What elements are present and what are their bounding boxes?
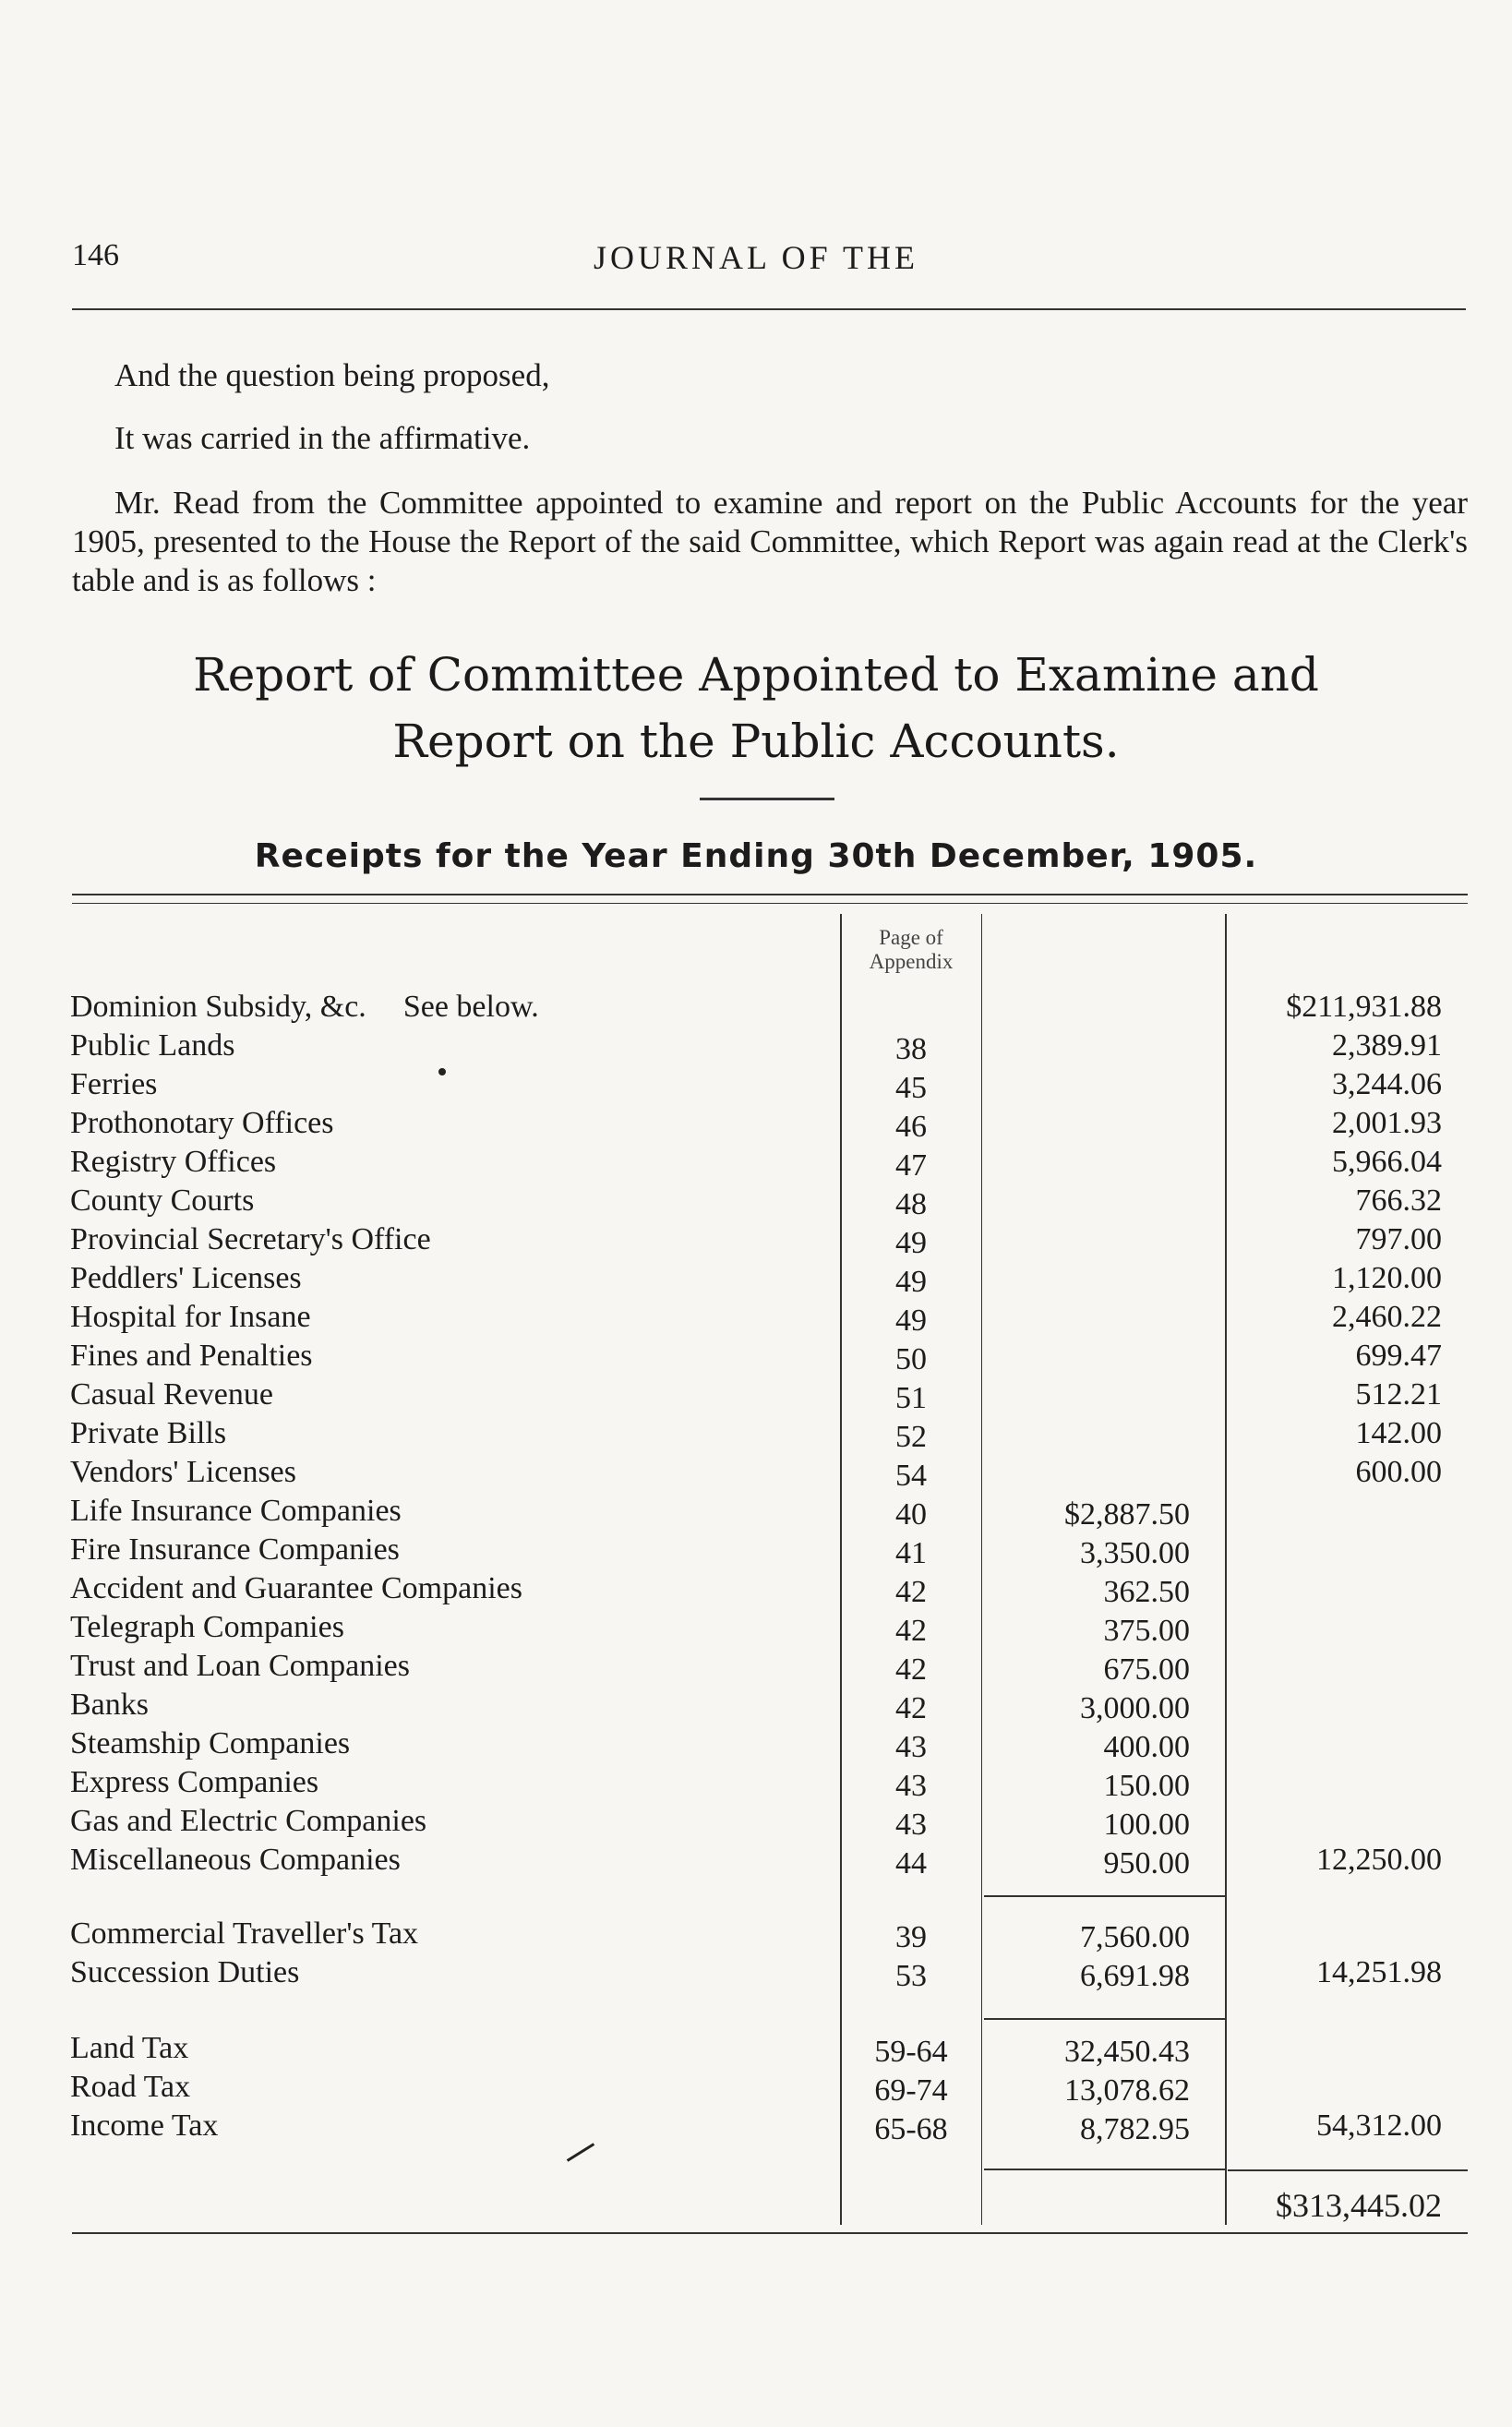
row-label <box>70 1726 387 1761</box>
row-subamount: 7,560.00 <box>1080 1920 1190 1954</box>
table-row <box>0 1955 1512 1994</box>
row-amount: 5,966.04 <box>1332 1145 1442 1179</box>
row-subamount: 400.00 <box>1103 1730 1190 1764</box>
row-label <box>70 1494 438 1529</box>
row-label-text: Fines and Penalties <box>70 1339 313 1373</box>
paragraph-question: And the question being proposed, <box>114 357 550 393</box>
row-label <box>70 1804 463 1839</box>
row-label <box>70 1843 438 1878</box>
row-label <box>70 1339 350 1374</box>
col-head-line-1: Page of <box>879 926 943 949</box>
row-subamount: 950.00 <box>1103 1846 1190 1880</box>
row-page: 42 <box>895 1691 927 1725</box>
row-page: 42 <box>895 1575 927 1609</box>
row-page: 47 <box>895 1148 927 1183</box>
row-page: 41 <box>895 1536 927 1570</box>
row-subamount: 6,691.98 <box>1080 1959 1190 1993</box>
row-subamount: 375.00 <box>1103 1614 1190 1648</box>
row-page: 39 <box>895 1920 927 1954</box>
row-amount: 766.32 <box>1355 1183 1442 1218</box>
row-page: 49 <box>895 1265 927 1299</box>
row-page: 44 <box>895 1846 927 1880</box>
grand-total: $313,445.02 <box>1276 2187 1442 2224</box>
row-page: 42 <box>895 1652 927 1687</box>
row-label <box>70 1183 291 1219</box>
row-label-text: Dominion Subsidy, &c. <box>70 990 366 1024</box>
table-row <box>0 1145 1512 1183</box>
row-amount: 12,250.00 <box>1316 1843 1442 1877</box>
row-subamount: $2,887.50 <box>1064 1497 1190 1532</box>
row-subamount: 32,450.43 <box>1064 2035 1190 2069</box>
row-label <box>70 1028 271 1063</box>
row-label-text: Miscellaneous Companies <box>70 1843 401 1877</box>
table-row <box>0 2070 1512 2109</box>
paragraph-committee-text: Mr. Read from the Committee appointed to examine and report on the Public Accounts for the year 1905, presented to the House the Report of the said Committee, which Report was again read at the Clerk's table and is as follows : <box>72 485 1468 598</box>
table-bottom-rule <box>72 2232 1468 2234</box>
header-rule <box>72 308 1466 310</box>
row-label-text: Private Bills <box>70 1416 227 1450</box>
table-row <box>0 1300 1512 1339</box>
row-label <box>70 1916 455 1952</box>
row-label <box>70 2070 227 2105</box>
row-subamount: 362.50 <box>1103 1575 1190 1609</box>
row-label-text: Land Tax <box>70 2031 189 2065</box>
table-row <box>0 990 1512 1028</box>
row-subamount: 100.00 <box>1103 1808 1190 1842</box>
row-subamount: 3,000.00 <box>1080 1691 1190 1725</box>
subtotal-rule-duties <box>984 2018 1226 2020</box>
table-row <box>0 1726 1512 1765</box>
row-subamount: 675.00 <box>1103 1652 1190 1687</box>
row-label-text: Banks <box>70 1688 149 1722</box>
row-subamount: 3,350.00 <box>1080 1536 1190 1570</box>
row-amount: 2,001.93 <box>1332 1106 1442 1140</box>
row-amount: 600.00 <box>1355 1455 1442 1489</box>
paragraph-affirmative: It was carried in the affirmative. <box>114 420 531 456</box>
row-label-text: Express Companies <box>70 1765 319 1799</box>
row-label-text: Vendors' Licenses <box>70 1455 297 1489</box>
row-page: 52 <box>895 1420 927 1454</box>
row-amount: 3,244.06 <box>1332 1067 1442 1101</box>
table-row <box>0 1610 1512 1649</box>
row-label-text: County Courts <box>70 1183 255 1218</box>
row-label <box>70 1688 186 1723</box>
row-label <box>70 1532 437 1568</box>
report-title-line-2: Report on the Public Accounts. <box>392 715 1120 768</box>
row-amount: 14,251.98 <box>1316 1955 1442 1989</box>
report-title <box>0 642 1512 775</box>
row-amount: 142.00 <box>1355 1416 1442 1450</box>
receipts-subtitle: Receipts for the Year Ending 30th December, 1905. <box>254 837 1258 875</box>
row-label <box>70 1649 447 1684</box>
table-row <box>0 1571 1512 1610</box>
running-title: JOURNAL OF THE <box>593 239 918 276</box>
table-row <box>0 1377 1512 1416</box>
row-page: 65-68 <box>874 2112 948 2146</box>
table-top-rule <box>72 894 1468 895</box>
row-amount: 1,120.00 <box>1332 1261 1442 1295</box>
row-label-text: Prothonotary Offices <box>70 1106 334 1140</box>
row-page: 69-74 <box>874 2073 948 2108</box>
row-amount: 512.21 <box>1355 1377 1442 1412</box>
row-page: 51 <box>895 1381 927 1415</box>
row-amount: 699.47 <box>1355 1339 1442 1373</box>
table-row <box>0 1067 1512 1106</box>
table-row <box>0 1455 1512 1494</box>
table-row <box>0 1765 1512 1804</box>
row-label-text: Gas and Electric Companies <box>70 1804 427 1838</box>
table-row <box>0 1916 1512 1955</box>
row-label <box>70 1300 348 1335</box>
row-label-text: Peddlers' Licenses <box>70 1261 302 1295</box>
row-label-text: Income Tax <box>70 2109 219 2143</box>
row-page: 49 <box>895 1304 927 1338</box>
row-label <box>70 1106 370 1141</box>
row-subamount: 8,782.95 <box>1080 2112 1190 2146</box>
row-amount: 2,460.22 <box>1332 1300 1442 1334</box>
row-subamount: 13,078.62 <box>1064 2073 1190 2108</box>
table-row <box>0 1416 1512 1455</box>
row-label <box>70 990 539 1025</box>
row-page: 53 <box>895 1959 927 1993</box>
row-label <box>70 1416 263 1451</box>
row-amount: 54,312.00 <box>1316 2109 1442 2143</box>
row-page: 48 <box>895 1187 927 1221</box>
row-label-text: Casual Revenue <box>70 1377 273 1412</box>
subtotal-rule-companies <box>984 1895 1226 1897</box>
col-head-line-2: Appendix <box>869 950 954 973</box>
row-label-text: Steamship Companies <box>70 1726 351 1760</box>
row-label-text: Succession Duties <box>70 1955 300 1989</box>
report-title-line-1: Report of Committee Appointed to Examine and <box>193 648 1319 702</box>
row-label-text: Commercial Traveller's Tax <box>70 1916 419 1951</box>
page-of-appendix-header <box>842 926 980 974</box>
table-row <box>0 1649 1512 1688</box>
row-label <box>70 1067 194 1102</box>
table-row <box>0 1028 1512 1067</box>
row-page: 46 <box>895 1110 927 1144</box>
table-row <box>0 1688 1512 1726</box>
table-row <box>0 1494 1512 1532</box>
row-label <box>70 1145 313 1180</box>
row-page: 45 <box>895 1071 927 1105</box>
table-row <box>0 1339 1512 1377</box>
page-number: 146 <box>72 238 119 272</box>
row-page: 40 <box>895 1497 927 1532</box>
row-label-text: Accident and Guarantee Companies <box>70 1571 522 1605</box>
total-rule <box>1228 2169 1468 2171</box>
table-row <box>0 1106 1512 1145</box>
row-label <box>70 1222 468 1257</box>
row-label-note: See below. <box>402 990 539 1024</box>
table-row <box>0 1183 1512 1222</box>
row-label-text: Fire Insurance Companies <box>70 1532 400 1567</box>
row-amount: 2,389.91 <box>1332 1028 1442 1063</box>
row-page: 50 <box>895 1342 927 1376</box>
stray-dot-mark <box>438 1068 446 1075</box>
row-page: 43 <box>895 1730 927 1764</box>
table-row <box>0 1804 1512 1843</box>
table-row <box>0 2031 1512 2070</box>
row-amount: $211,931.88 <box>1286 990 1442 1024</box>
row-page: 59-64 <box>874 2035 948 2069</box>
subtotal-rule-taxes <box>984 2169 1226 2170</box>
row-label-text: Registry Offices <box>70 1145 277 1179</box>
row-page: 49 <box>895 1226 927 1260</box>
paragraph-committee-report <box>72 484 1468 600</box>
row-label <box>70 1261 339 1296</box>
row-label-text: Public Lands <box>70 1028 235 1063</box>
row-amount: 797.00 <box>1355 1222 1442 1256</box>
table-row <box>0 2109 1512 2147</box>
table-row <box>0 1843 1512 1881</box>
row-page: 42 <box>895 1614 927 1648</box>
row-label-text: Life Insurance Companies <box>70 1494 402 1528</box>
row-label <box>70 1610 381 1645</box>
row-subamount: 150.00 <box>1103 1769 1190 1803</box>
row-label-text: Ferries <box>70 1067 158 1101</box>
row-label <box>70 2031 225 2066</box>
table-row <box>0 1532 1512 1571</box>
table-top-rule-2 <box>72 903 1468 904</box>
table-row <box>0 1222 1512 1261</box>
title-divider <box>700 798 834 800</box>
row-page: 43 <box>895 1769 927 1803</box>
row-label <box>70 1765 355 1800</box>
row-page: 43 <box>895 1808 927 1842</box>
row-label <box>70 1955 336 1990</box>
table-row <box>0 1261 1512 1300</box>
row-page: 54 <box>895 1459 927 1493</box>
row-label-text: Provincial Secretary's Office <box>70 1222 431 1256</box>
row-label-text: Trust and Loan Companies <box>70 1649 411 1683</box>
row-label <box>70 1571 559 1606</box>
row-label <box>70 1377 310 1412</box>
row-label-text: Road Tax <box>70 2070 191 2104</box>
row-label <box>70 1455 333 1490</box>
row-label-text: Hospital for Insane <box>70 1300 311 1334</box>
row-label <box>70 2109 255 2144</box>
row-page: 38 <box>895 1032 927 1066</box>
row-label-text: Telegraph Companies <box>70 1610 344 1644</box>
